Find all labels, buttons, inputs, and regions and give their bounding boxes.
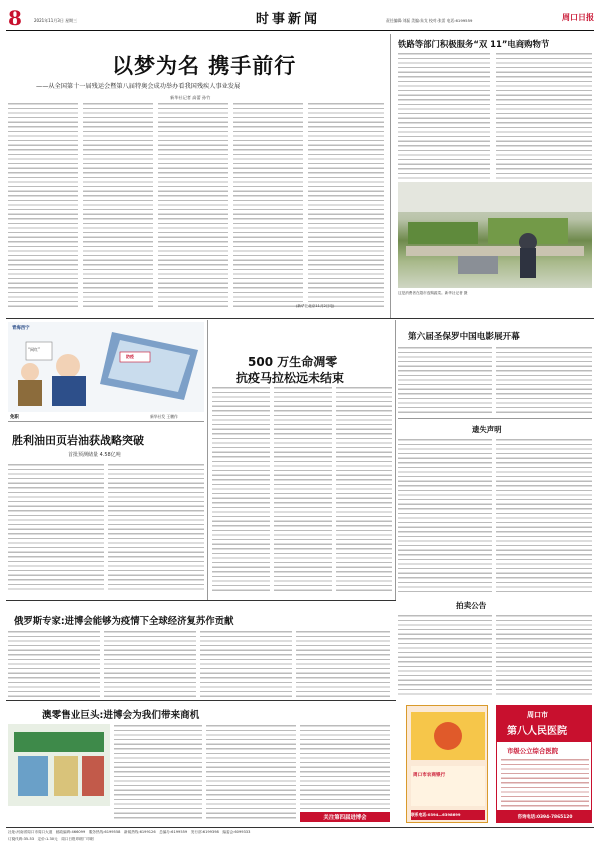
oilfield-subtitle: 首批预测储量 4.58亿吨: [68, 452, 121, 458]
russia-column-1: [8, 630, 100, 698]
section-title: 时事新闻: [256, 12, 321, 27]
film-title: 第六届圣保罗中国电影展开幕: [408, 332, 520, 342]
australia-column-1: [114, 724, 202, 822]
bank-ad: [406, 705, 488, 823]
hospital-ad-line3: 市级公立综合医院: [507, 747, 559, 755]
photo-caption: 这是消费者在超市选购蔬菜。新华社记者 摄: [398, 291, 468, 295]
masthead-rule: [6, 30, 594, 31]
auction-column-2: [496, 614, 592, 696]
oilfield-column-1: [8, 463, 104, 593]
australia-title: 澳零售业巨头:进博会为我们带来商机: [42, 710, 200, 721]
cartoon-illustration: [8, 322, 204, 412]
lead-column-3: [158, 102, 228, 308]
film-column-2: [496, 346, 592, 414]
auction-column-1: [398, 614, 492, 696]
malaria-column-3: [336, 386, 392, 594]
cartoon-caption-left: 免职: [10, 415, 19, 420]
page-number: 8: [8, 6, 22, 30]
column-divider-2: [207, 320, 208, 600]
footer-rule: [6, 827, 594, 828]
lost-title: 遗失声明: [472, 425, 502, 434]
oilfield-column-2: [108, 463, 204, 593]
hospital-ad: [496, 705, 592, 823]
russia-column-4: [296, 630, 390, 698]
column-divider: [390, 34, 391, 319]
supermarket-photo: [398, 182, 592, 288]
lead-column-5: [308, 102, 384, 308]
column-divider-3: [395, 320, 396, 600]
russia-column-2: [104, 630, 196, 698]
auction-title: 拍卖公告: [456, 601, 487, 610]
bank-ad-art: [407, 706, 488, 823]
paper-logo: 周口日报: [562, 12, 594, 22]
malaria-title-2: 抗疫马拉松远未结束: [236, 371, 345, 385]
hospital-ad-line2: 第八人民医院: [507, 726, 567, 737]
hospital-ad-phone: 咨询电话:0394-7865120: [497, 810, 592, 823]
hospital-ad-body: [501, 758, 589, 808]
bank-ad-phone: 联系电话:0394—6398699: [411, 812, 461, 817]
rail-dateline: (新华社北京11月2日电): [296, 304, 335, 308]
section-rule-oil: [8, 421, 204, 422]
russia-title: 俄罗斯专家:进博会能够为疫情下全球经济复苏作贡献: [14, 616, 234, 627]
supermarket-illustration: [398, 182, 592, 288]
cartoon: [8, 322, 204, 412]
australia-column-2: [206, 724, 296, 822]
cartoon-label-b: “网红”: [28, 347, 41, 352]
expo-banner: 关注第四届进博会: [300, 812, 390, 822]
oilfield-title: 胜利油田页岩油获战略突破: [12, 434, 144, 447]
lead-subtitle: ——从全国第十一届残运会暨第八届特奥会成功举办看我国残疾人事业发展: [36, 83, 241, 90]
masthead: [6, 6, 594, 28]
lead-byline: 新华社记者 高蕾 孙竹: [170, 95, 211, 100]
lead-column-2: [83, 102, 153, 308]
lost-column-2: [496, 438, 592, 594]
lead-column-4: [233, 102, 303, 308]
section-rule-1: [6, 318, 594, 319]
expo-illustration: [8, 724, 110, 806]
cartoon-caption-right: 新华社发 王鹏作: [150, 414, 178, 419]
malaria-title-1: 500 万生命凋零: [248, 355, 338, 369]
rail-title: 铁路等部门积极服务“双 11”电商购物节: [398, 39, 550, 49]
section-rule-3: [6, 700, 396, 701]
bank-ad-title: 周口市农商银行: [413, 773, 446, 778]
section-rule-2: [6, 600, 396, 601]
malaria-column-1: [212, 386, 270, 594]
footer-line-2: 订阅代码:35-53 定价:1.30元 周口日报印刷厂印刷: [8, 837, 94, 841]
rail-column-2: [496, 52, 592, 180]
film-column-1: [398, 346, 492, 414]
malaria-column-2: [274, 386, 332, 594]
footer-line-1: 社址:河南省周口市周口大道 邮政编码:466099 服务热线:6199558 新闻热线:6199126 总编办:6199559 发行部:6199398 编委会:6099333: [8, 830, 251, 834]
lead-title: 以梦为名 携手前行: [112, 53, 297, 78]
editor-line: 责任编辑:刘磊 美编:朱戈 校对:张雷 电话:6199559: [386, 18, 473, 23]
russia-column-3: [200, 630, 292, 698]
hospital-ad-line1: 周口市: [527, 711, 548, 719]
issue-date: 2021年11月3日 星期三: [34, 18, 78, 23]
cartoon-location-tag: 青海西宁: [12, 326, 30, 331]
cartoon-label-a: 防疫: [126, 354, 134, 359]
australia-column-3: [300, 724, 390, 810]
section-rule-lost: [398, 418, 592, 419]
expo-photo: [8, 724, 110, 806]
lost-column-1: [398, 438, 492, 594]
rail-column-1: [398, 52, 490, 180]
lead-column-1: [8, 102, 78, 308]
